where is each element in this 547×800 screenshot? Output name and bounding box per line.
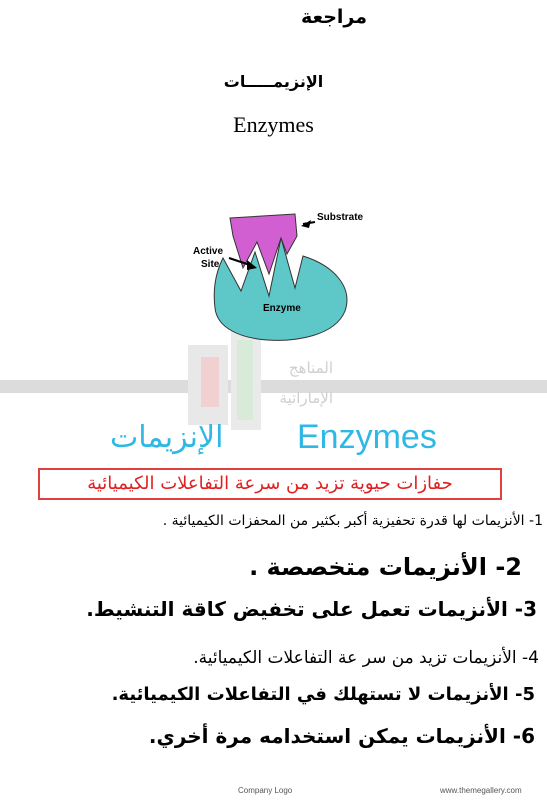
point-5: 5- الأنزيمات لا تستهلك في التفاعلات الكيميائية. [111,684,535,705]
point-4: 4- الأنزيمات تزيد من سر عة التفاعلات الكيميائية. [193,648,539,668]
active-site-label-2: Site [201,259,220,270]
watermark-text-1: المناهج [288,359,333,377]
enzymes-english-title: Enzymes [233,112,314,137]
enzymes-heading-arabic: الإنزيمات [110,420,224,455]
enzymes-heading-english: Enzymes [297,418,437,456]
enzymes-arabic-title: الإنزيمـــــات [223,72,324,91]
substrate-label: Substrate [317,212,364,223]
watermark-text-2: الإماراتية [279,389,333,407]
review-title: مراجعة [300,6,367,28]
point-1: 1- الأنزيمات لها قدرة تحفيزية أكبر بكثير من المحفزات الكيميائية . [162,513,543,529]
point-3: 3- الأنزيمات تعمل على تخفيض كاقة التنشيط. [86,597,537,621]
point-2: 2- الأنزيمات متخصصة . [249,553,522,581]
footer-url[interactable]: www.themegallery.com [440,786,522,795]
point-6: 6- الأنزيمات يمكن استخدامه مرة أخري. [148,724,535,748]
enzyme-label: Enzyme [263,303,301,314]
active-site-label-1: Active [193,246,224,257]
definition-box: حفازات حيوية تزيد من سرعة التفاعلات الكيميائية [38,468,502,500]
enzyme-shape [214,238,347,340]
footer-logo: Company Logo [238,786,293,795]
enzyme-substrate-diagram [185,196,370,346]
